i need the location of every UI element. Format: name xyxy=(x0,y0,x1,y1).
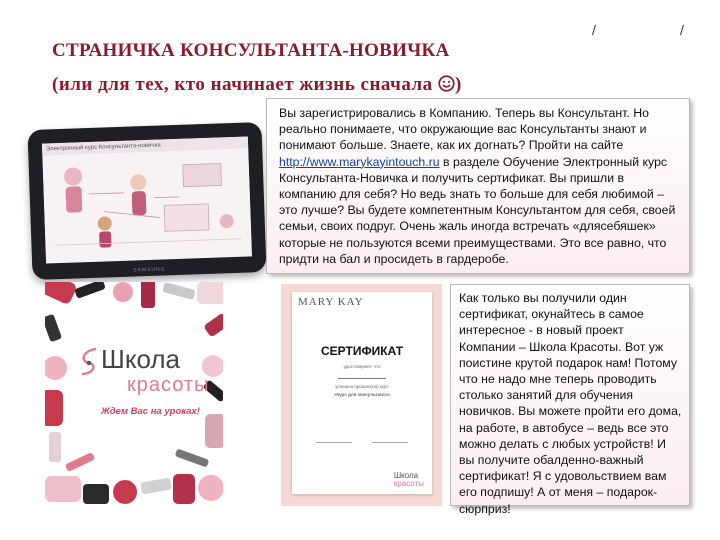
subtitle-end: ) xyxy=(454,74,462,95)
certificate-line-3: «Курс для консультанта» xyxy=(333,392,391,397)
certificate-rule xyxy=(338,378,386,379)
certificate-signature-line xyxy=(316,442,352,443)
corner-mark-left: / xyxy=(592,22,596,38)
tablet-screen xyxy=(42,136,252,263)
school-logo-main: Школа xyxy=(101,344,181,374)
smiley-icon xyxy=(438,75,455,92)
certificate-brand: MARY KAY xyxy=(298,296,364,308)
certificate-footer-logo xyxy=(394,472,424,488)
tablet-screen-header: Электронный курс Консультанта-новичка xyxy=(42,136,248,155)
school-text-box: Как только вы получили один сертификат, окунайтесь в самое интересное - в новый проект Компании – Школа Красоты. Вот уж поистине крутой подарок нам! Потому что не надо мне теперь проводить столько занятий для обучения новичков. Вы можете пройти его дома, на работе, в автобусе – ведь все это можно делать с любых устройств! И вы получите обалденно-важный сертификат! Я с удовольствием вам его подпишу! А от меня – подарок-сюрприз! xyxy=(450,284,690,506)
subtitle-text: (или для тех, кто начинает жизнь сначала xyxy=(52,74,433,95)
certificate-line-1: удостоверяет, что xyxy=(343,364,381,369)
school-tagline: Ждем Вас на уроках! xyxy=(101,406,200,417)
certificate-line-2: успешно прошел(ла) курс xyxy=(335,384,389,389)
school-logo-sub: красоты xyxy=(127,374,210,396)
intro-text-before-link: Вы зарегистрировались в Компанию. Теперь вы Консультант. Но реально понимаете, что окружающие вас Консультанты знают и понимают больше. Знаете, как их догнать? Пройти на сайте xyxy=(279,106,649,153)
certificate-image xyxy=(292,292,432,494)
certificate-title: СЕРТИФИКАТ xyxy=(320,344,404,358)
intro-text-box xyxy=(266,98,690,274)
certificate-footer-sub: красоты xyxy=(393,479,424,488)
page-subtitle xyxy=(52,74,462,96)
school-logo xyxy=(101,346,180,372)
page-title: СТРАНИЧКА КОНСУЛЬТАНТА-НОВИЧКА xyxy=(52,40,450,61)
tablet-image xyxy=(27,122,266,280)
certificate-date-line xyxy=(372,442,408,443)
school-of-beauty-image xyxy=(45,282,223,506)
school-logo-icon xyxy=(77,346,101,376)
tablet-brand: SAMSUNG xyxy=(133,266,166,274)
marykay-link[interactable]: http://www.marykayintouch.ru xyxy=(279,154,440,169)
intro-text-after-link: в разделе Обучение Электронный курс Консультанта-Новичка и получить сертификат. Вы пришли в компанию для себя? Но ведь знать то больше для себя любимой – это лучше? Вы будете компетентным Консультантом для себя, своей семьи, своих подруг. Очень жаль иногда встречать «длясебяшек» которые не пользуются всеми преимуществами. Это все равно, что придти на бал и просидеть в гардеробе. xyxy=(279,154,676,266)
course-screenshot xyxy=(42,148,251,255)
certificate-footer-main: Школа xyxy=(393,471,419,480)
corner-mark-right: / xyxy=(680,22,684,38)
